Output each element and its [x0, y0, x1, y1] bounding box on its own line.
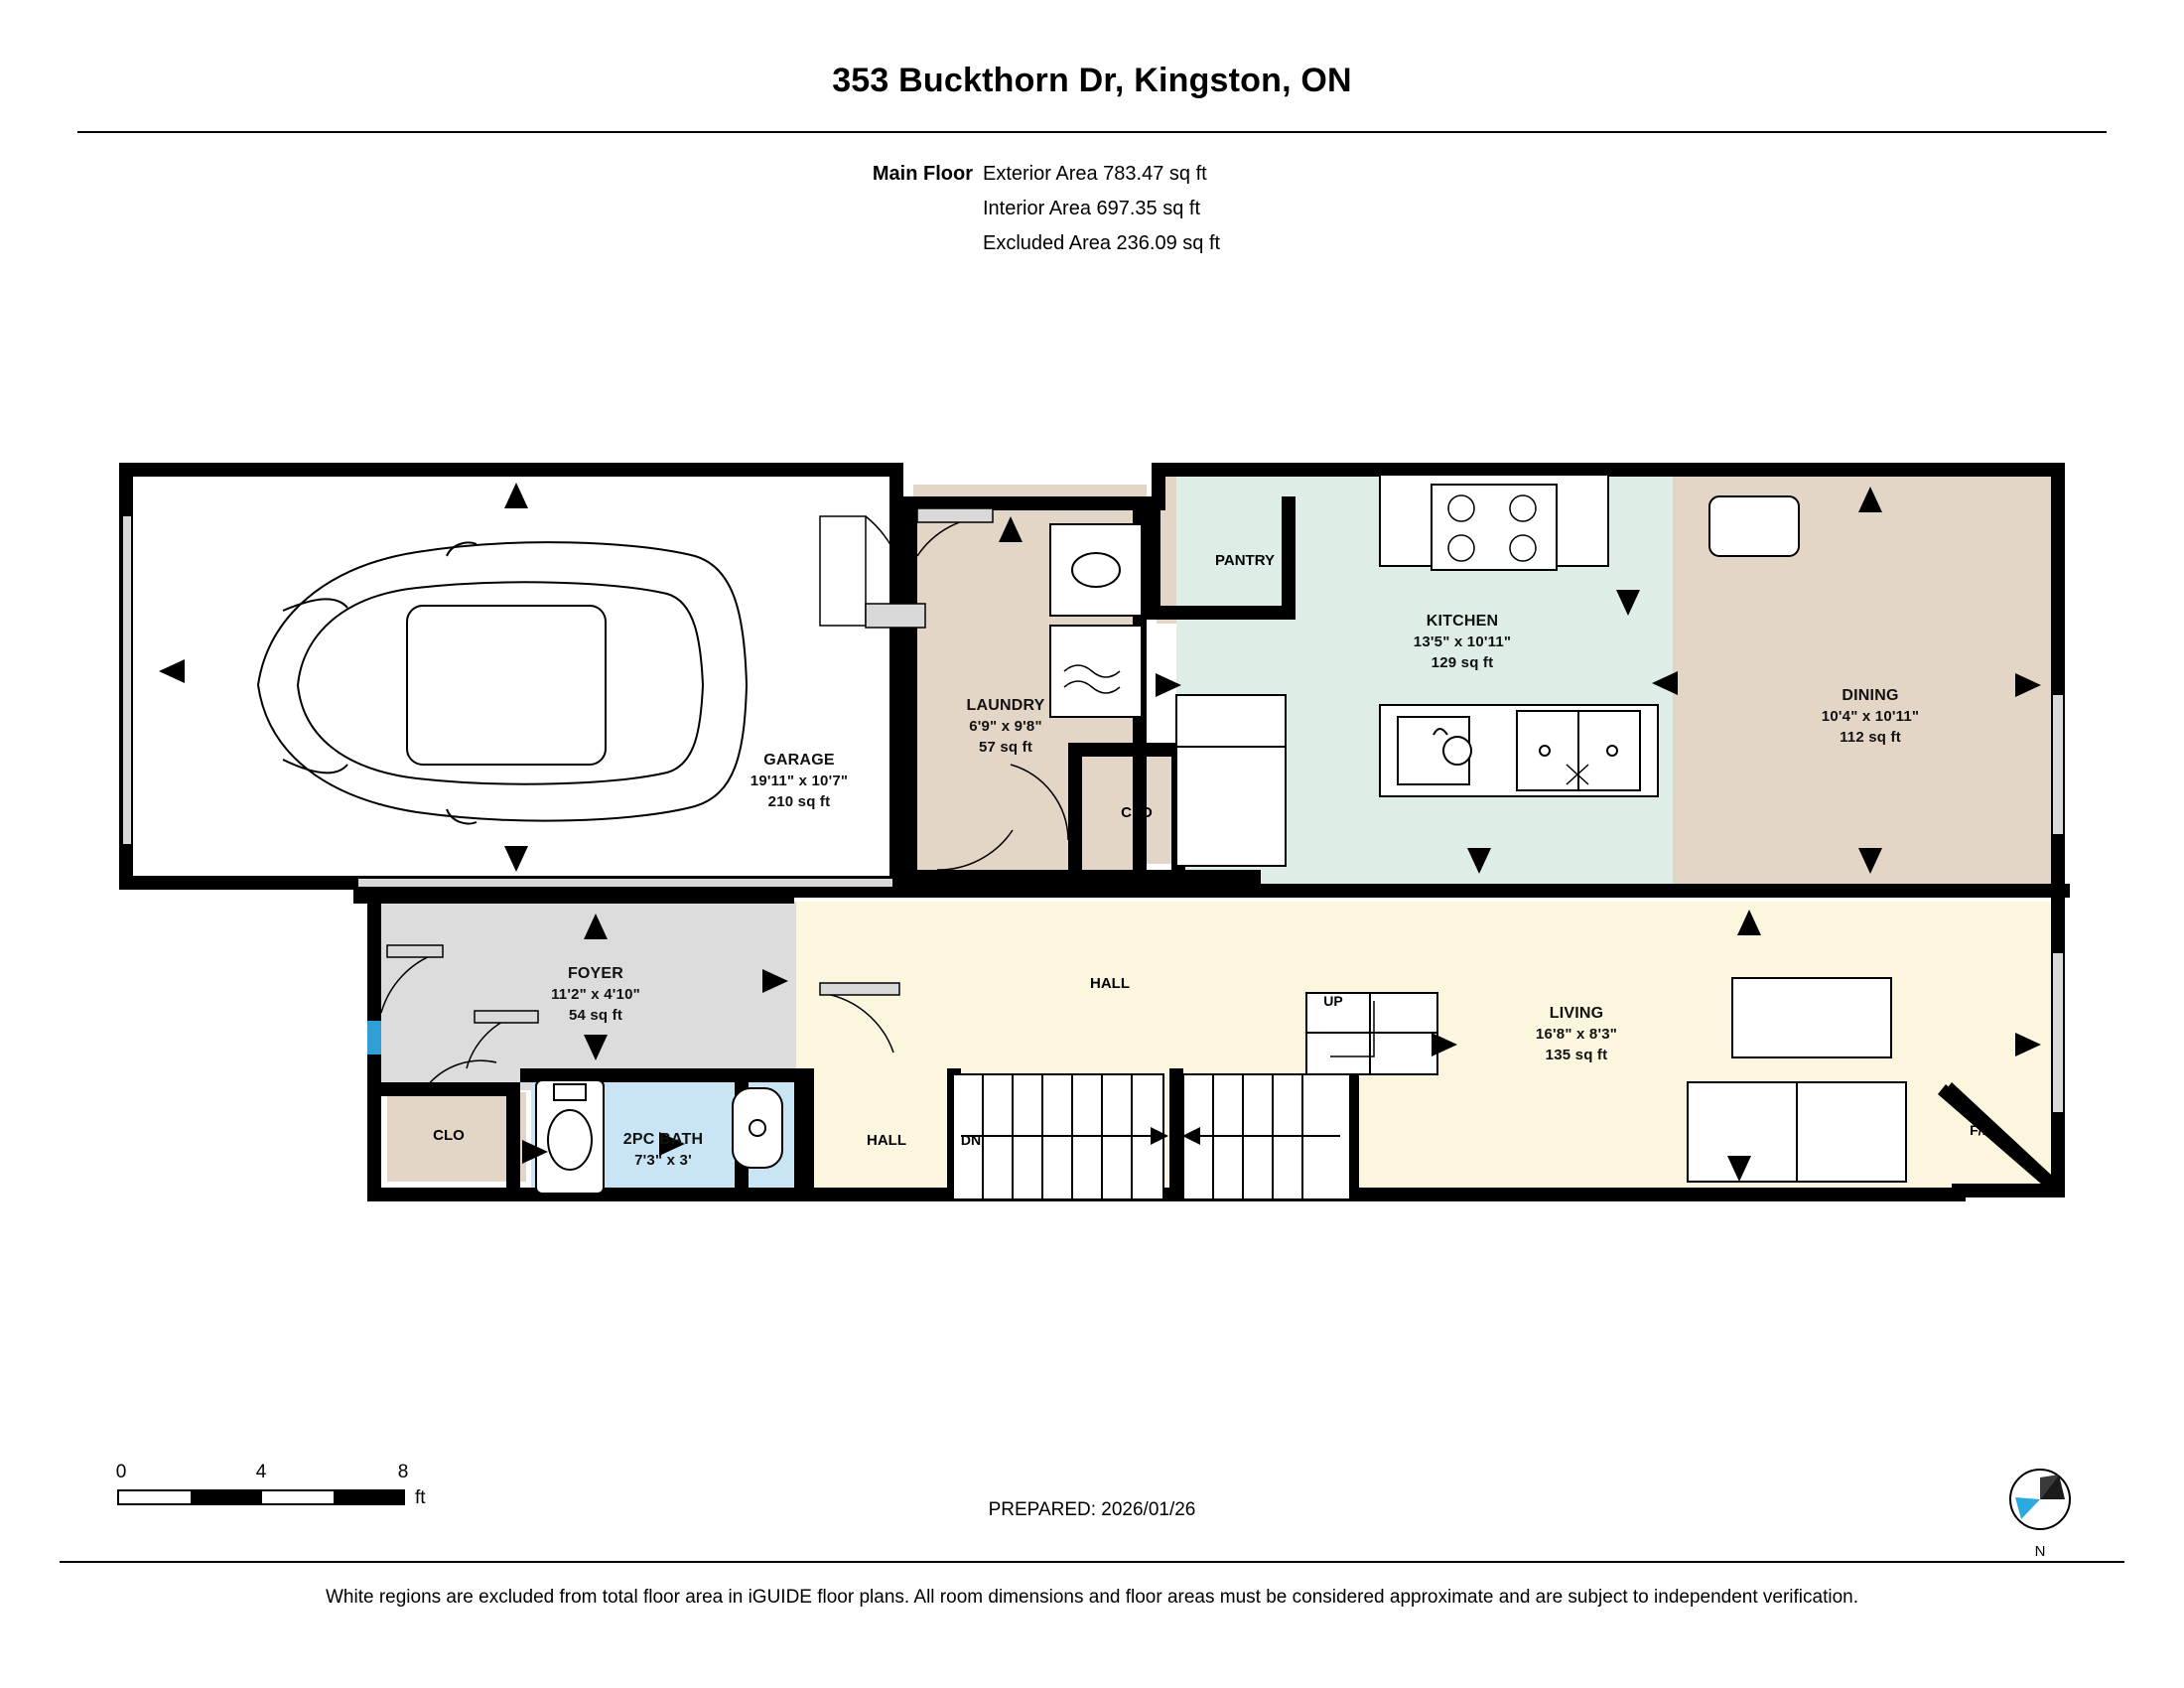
- room-area-foyer: 54 sq ft: [568, 1007, 623, 1024]
- room-dim-living: 16'8" x 8'3": [1535, 1026, 1618, 1043]
- room-label-living: [1536, 1003, 1617, 1065]
- label-closet-foyer: CLO: [433, 1127, 465, 1144]
- room-name-dining: DINING: [1842, 687, 1899, 704]
- room-label-kitchen: [1414, 611, 1511, 673]
- disclaimer-text: White regions are excluded from total floor area in iGUIDE floor plans. All room dimensions and floor areas must be considered approximate and are subject to independent verification.: [325, 1587, 1859, 1608]
- scale-bar-graphic: [117, 1489, 405, 1505]
- scale-unit: ft: [415, 1487, 426, 1508]
- room-area-garage: 210 sq ft: [767, 793, 831, 810]
- floor-label: Main Floor: [872, 163, 973, 185]
- room-name-kitchen: KITCHEN: [1426, 613, 1499, 630]
- room-area-kitchen: 129 sq ft: [1431, 654, 1494, 671]
- label-hall-main: HALL: [1090, 975, 1130, 992]
- room-area-dining: 112 sq ft: [1840, 729, 1901, 746]
- room-label-garage: [751, 750, 848, 812]
- room-name-laundry: LAUNDRY: [966, 697, 1045, 714]
- exterior-area: Exterior Area 783.47 sq ft: [983, 163, 1207, 185]
- scale-bar: [117, 1462, 435, 1521]
- label-fireplace: F/P: [1970, 1122, 1991, 1138]
- room-label-foyer: [551, 963, 640, 1026]
- room-name-bath: 2PC BATH: [622, 1131, 704, 1148]
- scale-tick-0: 0: [115, 1462, 127, 1482]
- footer-divider: [60, 1561, 2124, 1563]
- compass-rose: [1995, 1458, 2085, 1567]
- compass-icon: [1995, 1458, 2085, 1547]
- excluded-area: Excluded Area 236.09 sq ft: [983, 232, 1221, 254]
- label-stairs-dn: DN: [960, 1132, 982, 1148]
- label-hall-left: HALL: [867, 1132, 906, 1149]
- room-name-garage: GARAGE: [763, 752, 835, 769]
- scale-tick-2: 8: [397, 1462, 409, 1482]
- room-name-living: LIVING: [1549, 1005, 1604, 1022]
- page-title: 353 Buckthorn Dr, Kingston, ON: [832, 62, 1352, 99]
- room-area-laundry: 57 sq ft: [978, 739, 1033, 756]
- label-pantry: PANTRY: [1215, 552, 1275, 569]
- room-dim-foyer: 11'2" x 4'10": [551, 986, 640, 1003]
- prepared-date: PREPARED: 2026/01/26: [988, 1499, 1196, 1520]
- room-area-living: 135 sq ft: [1545, 1047, 1608, 1063]
- compass-north-label: N: [2034, 1543, 2046, 1560]
- interior-area: Interior Area 697.35 sq ft: [983, 198, 1201, 219]
- room-dim-kitchen: 13'5" x 10'11": [1413, 633, 1512, 650]
- scale-tick-1: 4: [255, 1462, 267, 1482]
- room-label-laundry: [966, 695, 1044, 758]
- room-label-dining: [1822, 685, 1919, 748]
- room-label-bath: [623, 1129, 703, 1171]
- room-dim-laundry: 6'9" x 9'8": [969, 718, 1042, 735]
- label-stairs-up: UP: [1323, 993, 1343, 1009]
- room-name-foyer: FOYER: [567, 965, 624, 982]
- room-dim-dining: 10'4" x 10'11": [1821, 708, 1920, 725]
- room-dim-garage: 19'11" x 10'7": [750, 773, 849, 789]
- label-closet-laundry: CLO: [1121, 804, 1153, 821]
- room-dim-bath: 7'3" x 3': [634, 1152, 692, 1169]
